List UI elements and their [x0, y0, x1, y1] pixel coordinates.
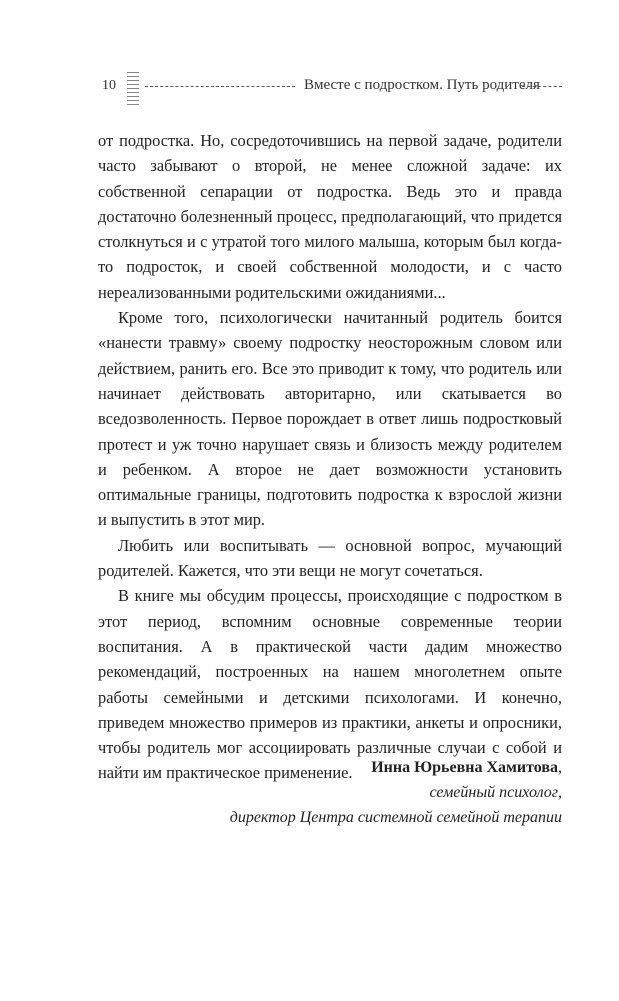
page-number: 10 — [102, 78, 116, 93]
author-signature — [98, 755, 562, 830]
author-position: директор Центра системной семейной терапии — [229, 809, 562, 826]
paragraph: В книге мы обсудим процессы, происходящие с подростком в этот период, вспомним основные современные теории воспитания. А в практической части дадим множество рекомендаций, построенных на нашем многолетнем опыте работы семейными и детскими психологами. И конечно, приведем множество примеров из практики, анкеты и опросники, чтобы родитель мог ассоциировать различные случаи с собой и найти им практическое применение. — [98, 586, 562, 783]
author-role: семейный психолог, — [429, 784, 562, 801]
paragraph: от подростка. Но, сосредоточившись на первой задаче, родители часто забывают о второй, не менее сложной задаче: их собственной сепарации от подростка. Ведь это и правда достаточно болезненный процесс, предполагающий, что придется столкнуться и с утратой того милого малыша, которым был когда-то подросток, и своей собственной молодости, и с часто нереализованными родительскими ожиданиями... — [98, 131, 562, 302]
running-header — [98, 72, 562, 108]
header-dashed-rule-right — [522, 86, 562, 87]
paragraph: Кроме того, психологически начитанный родитель боится «нанести травму» своему подростку неосторожным словом или действием, ранить его. Все это приводит к тому, что родитель или начинает действовать авторитарно, или скатывается во вседозволенность. Первое порождает в ответ лишь подростковый протест и уж точно нарушает связь и близость между родителем и ребенком. А второе не дает возможности установить оптимальные границы, подготовить подростка к взрослой жизни и выпустить в этот мир. — [98, 308, 562, 530]
header-dashed-rule-left — [145, 86, 295, 87]
paragraph: Любить или воспитывать — основной вопрос, мучающий родителей. Кажется, что эти вещи не могут сочетаться. — [98, 535, 562, 581]
body-text — [98, 128, 562, 786]
running-title: Вместе с подростком. Путь родителя — [304, 77, 540, 93]
header-stripes-ornament — [127, 72, 139, 106]
author-name-comma: , — [558, 759, 562, 776]
author-name: Инна Юрьевна Хамитова — [371, 759, 558, 776]
